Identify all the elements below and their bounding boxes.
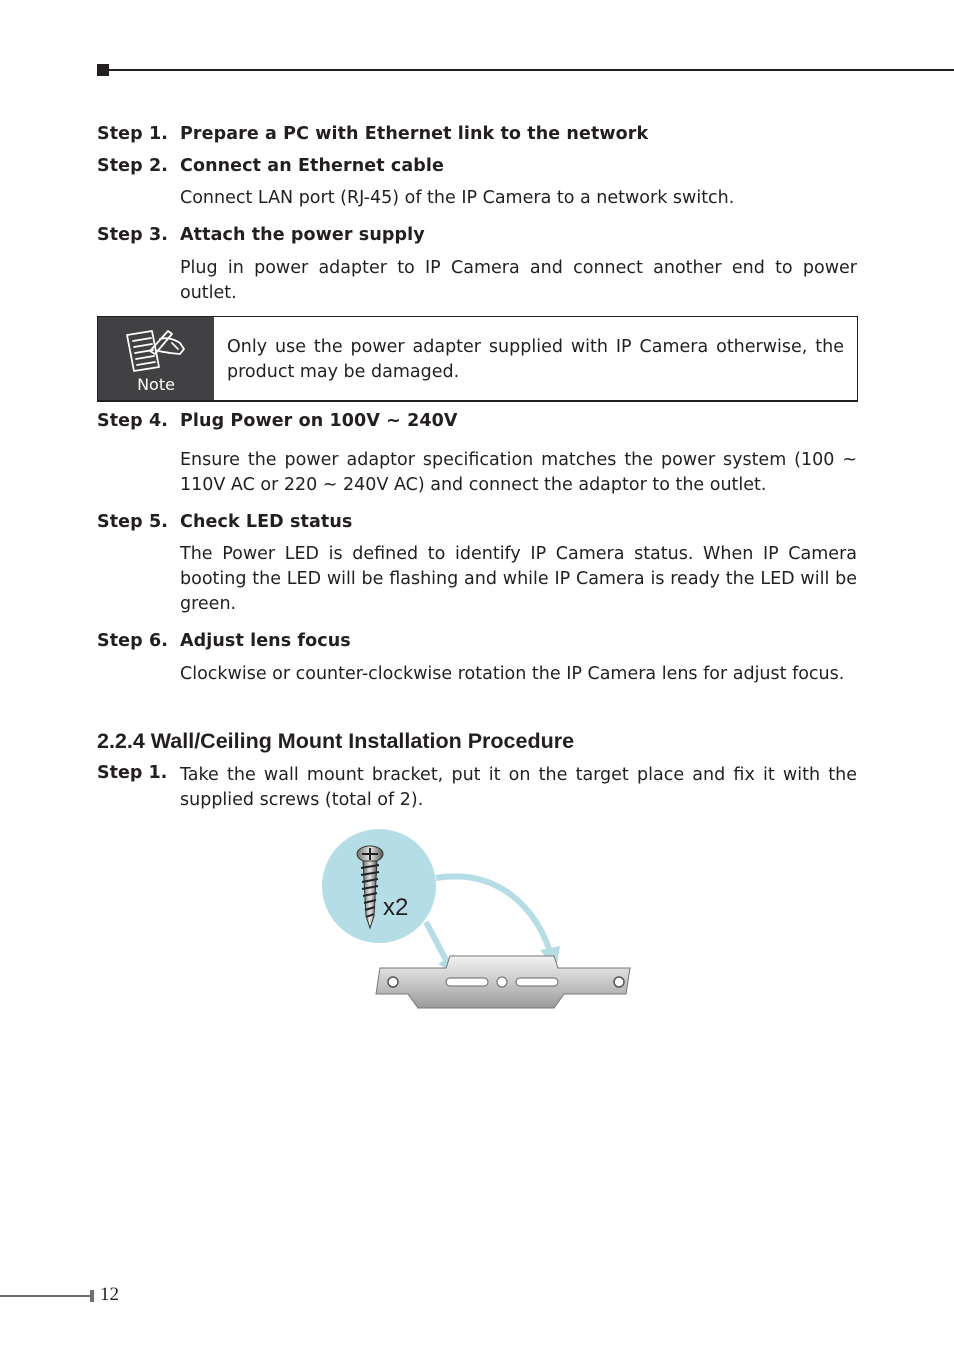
step-2-body: Connect LAN port (RJ-45) of the IP Camera to a network switch. [180, 188, 735, 208]
footer-rule [0, 1295, 90, 1297]
step-title: Connect an Ethernet cable [180, 156, 444, 176]
arrow-right [436, 876, 550, 952]
step-2-heading [97, 156, 444, 176]
step-3-body: Plug in power adapter to IP Camera and connect another end to power outlet. [180, 258, 857, 303]
step-label: Step 6. [97, 631, 168, 651]
step-label: Step 1. [97, 763, 168, 783]
section-step-1-text: Take the wall mount bracket, put it on the target place and fix it with the supplied screws (total of 2). [180, 765, 857, 810]
step-label: Step 5. [97, 512, 168, 532]
step-title: Adjust lens focus [180, 631, 351, 651]
step-1-heading [97, 124, 648, 144]
header-square-marker [97, 64, 109, 76]
quantity-label: x2 [383, 894, 409, 921]
step-6-heading [97, 631, 351, 651]
step-5-heading [97, 512, 352, 532]
arrow-left [426, 922, 446, 960]
step-4-heading [97, 411, 458, 431]
note-sidebar [98, 317, 214, 400]
step-title: Attach the power supply [180, 225, 425, 245]
note-text: Only use the power adapter supplied with IP Camera otherwise, the product may be damaged. [227, 337, 844, 382]
page-number: 12 [100, 1284, 119, 1305]
header-rule [109, 69, 954, 71]
note-hand-icon [124, 325, 188, 375]
section-heading: 2.2.4 Wall/Ceiling Mount Installation Procedure [97, 729, 575, 753]
step-title: Plug Power on 100V ~ 240V [180, 411, 458, 431]
note-label: Note [137, 375, 175, 394]
step-4-body: Ensure the power adaptor specification matches the power system (100 ~ 110V AC or 220 ~ 240V AC) and connect the adaptor to the outlet. [180, 450, 857, 495]
note-box [97, 316, 858, 402]
footer-tick [90, 1290, 94, 1302]
wall-mount-bracket-icon [376, 956, 630, 1008]
wall-mount-figure [318, 828, 648, 1018]
step-label: Step 2. [97, 156, 168, 176]
step-title: Prepare a PC with Ethernet link to the network [180, 124, 649, 144]
step-title: Check LED status [180, 512, 353, 532]
step-label: Step 4. [97, 411, 168, 431]
step-label: Step 1. [97, 124, 168, 144]
step-6-body: Clockwise or counter-clockwise rotation the IP Camera lens for adjust focus. [180, 664, 845, 684]
screw-circle [322, 829, 436, 943]
step-label: Step 3. [97, 225, 168, 245]
step-3-heading [97, 225, 425, 245]
step-5-body: The Power LED is defined to identify IP Camera status. When IP Camera booting the LED will be flashing and while IP Camera is ready the LED will be green. [180, 544, 857, 614]
